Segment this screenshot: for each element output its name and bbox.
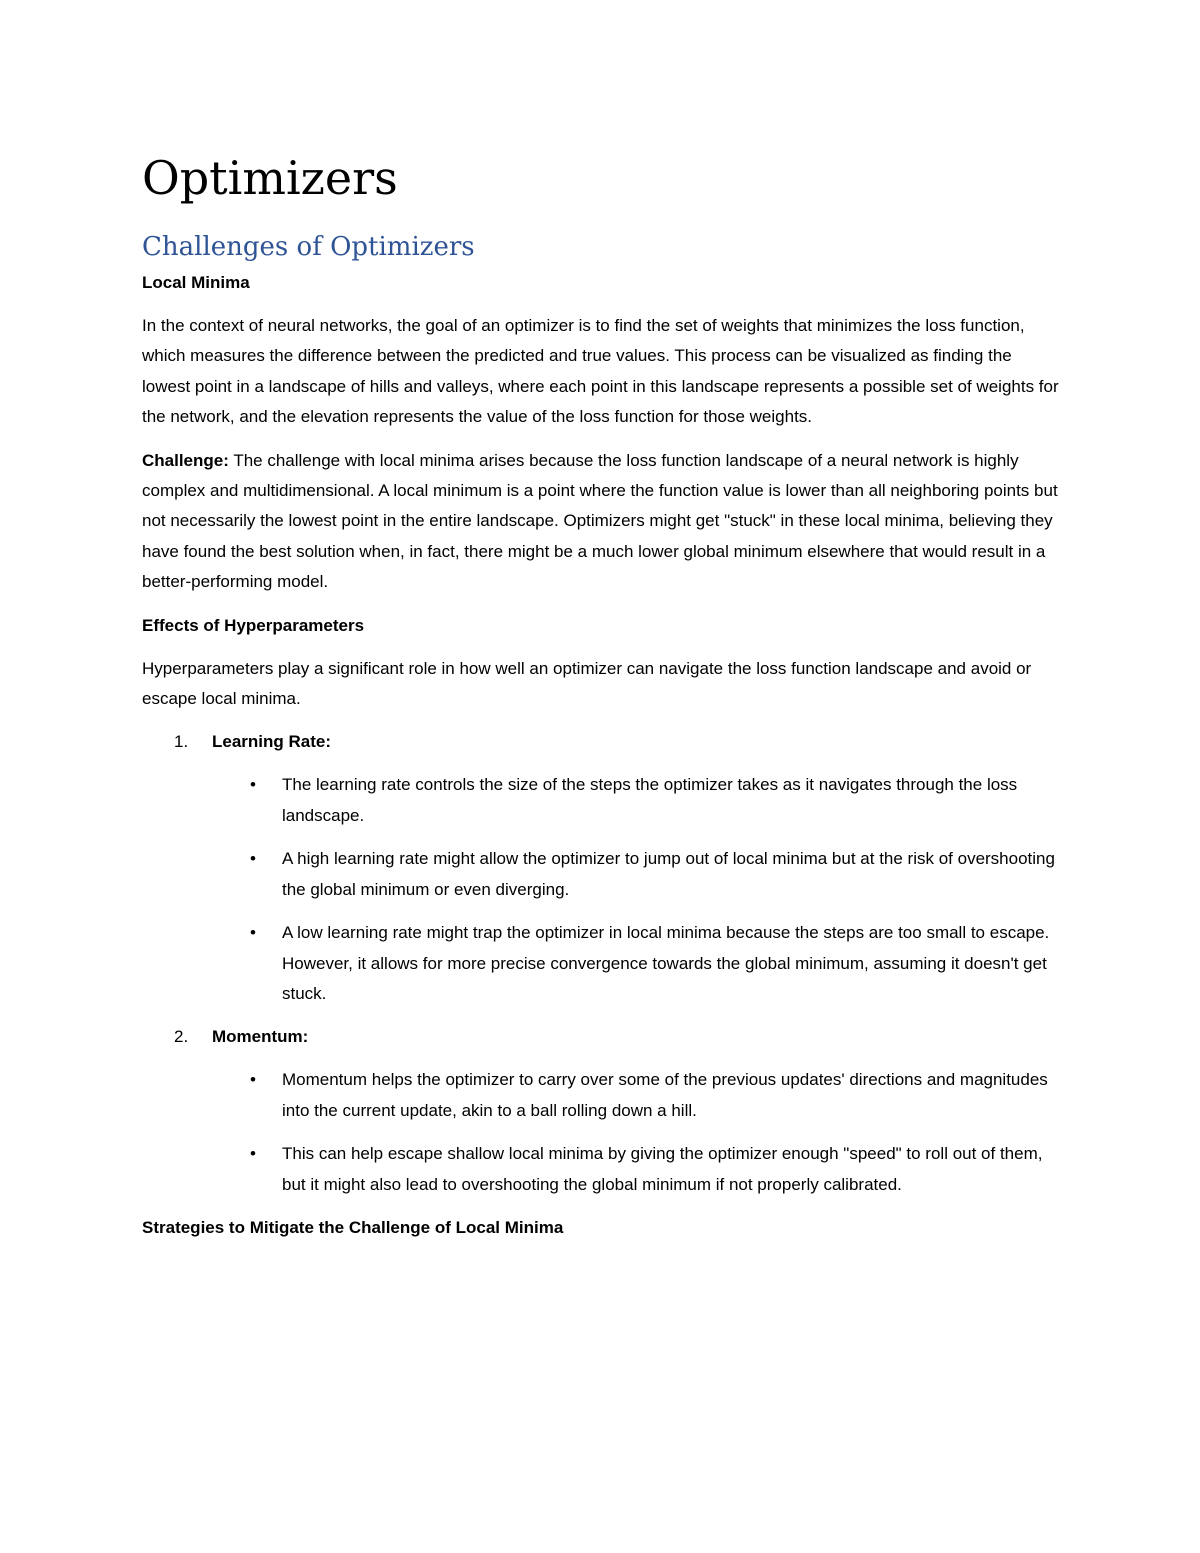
bullet-text: Momentum helps the optimizer to carry over some of the previous updates' directions and magnitudes into the current update, akin to a ball rolling down a hill. [282, 1070, 1048, 1120]
document-page [142, 150, 1062, 1256]
list-number: 1. [174, 732, 189, 752]
bullet-item [142, 770, 1062, 831]
bullet-item [142, 918, 1062, 1009]
list-item-label: Learning Rate: [212, 732, 332, 752]
challenge-text: The challenge with local minima arises because the loss function landscape of a neural network is highly complex and multidimensional. A local minimum is a point where the function value is lower than all neighboring points but not necessarily the lowest point in the entire landscape. Optimizers might get "stuck" in these local minima, believing they have found the best solution when, in fact, there might be a much lower global minimum elsewhere that would result in a better-performing model. [142, 450, 1058, 592]
bullet-item [142, 1139, 1062, 1200]
bullet-icon: • [250, 1070, 256, 1090]
effects-paragraph: Hyperparameters play a significant role in how well an optimizer can navigate the loss function landscape and avoid or escape local minima. [142, 658, 1032, 709]
intro-paragraph: In the context of neural networks, the goal of an optimizer is to find the set of weights that minimizes the loss function, which measures the difference between the predicted and true values. This process can be visualized as finding the lowest point in a landscape of hills and valleys, where each point in this landscape represents a possible set of weights for the network, and the elevation represents the value of the loss function for those weights. [142, 316, 1059, 427]
bullet-item [142, 844, 1062, 905]
bullet-text: A high learning rate might allow the optimizer to jump out of local minima but at the risk of overshooting the global minimum or even diverging. [282, 849, 1055, 899]
subheading-local-minima: Local Minima [142, 273, 250, 292]
bullet-text: The learning rate controls the size of the steps the optimizer takes as it navigates through the loss landscape. [282, 775, 1018, 825]
hyperparameter-list [142, 727, 1062, 1199]
bullet-text: This can help escape shallow local minima by giving the optimizer enough "speed" to roll out of them, but it might also lead to overshooting the global minimum if not properly calibrated. [282, 1144, 1043, 1194]
bullet-icon: • [250, 1144, 256, 1164]
bullet-list [142, 770, 1062, 1009]
subheading-effects: Effects of Hyperparameters [142, 615, 365, 635]
bullet-icon: • [250, 923, 256, 943]
bullet-text: A low learning rate might trap the optimizer in local minima because the steps are too small to escape. However, it allows for more precise convergence towards the global minimum, assuming it doesn't get stuck. [282, 923, 1050, 1003]
challenge-paragraph [142, 446, 1062, 598]
bullet-list [142, 1065, 1062, 1200]
bullet-icon: • [250, 775, 256, 795]
challenge-label: Challenge: [142, 450, 229, 470]
list-number: 2. [174, 1027, 189, 1047]
list-item-label: Momentum: [212, 1027, 309, 1047]
bullet-icon: • [250, 849, 256, 869]
list-item-momentum [142, 1022, 1062, 1200]
list-item-learning-rate [142, 727, 1062, 1009]
subheading-strategies: Strategies to Mitigate the Challenge of Local Minima [142, 1217, 564, 1237]
section-heading: Challenges of Optimizers [142, 232, 475, 262]
bullet-item [142, 1065, 1062, 1126]
document-title: Optimizers [142, 151, 398, 205]
